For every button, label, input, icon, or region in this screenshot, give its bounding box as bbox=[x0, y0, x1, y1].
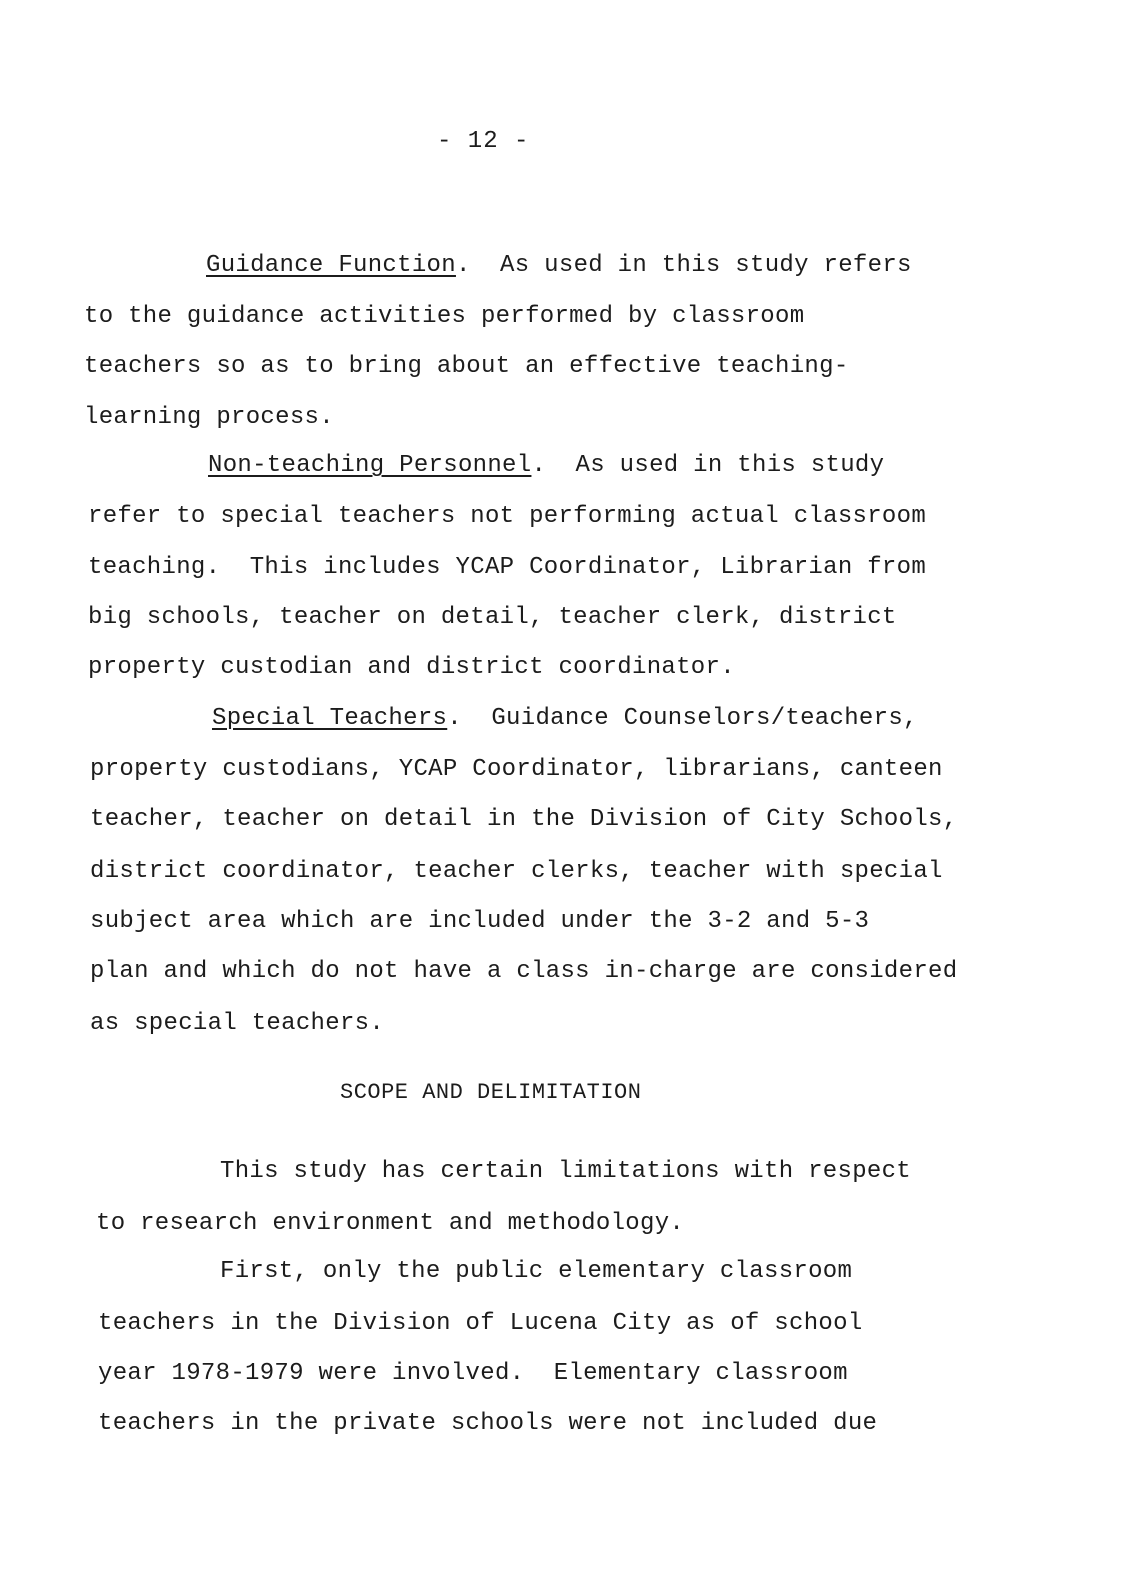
definition-line: to the guidance activities performed by classroom bbox=[84, 303, 805, 330]
definition-line: district coordinator, teacher clerks, teacher with special bbox=[90, 858, 943, 885]
paragraph-line: year 1978-1979 were involved. Elementary classroom bbox=[98, 1360, 848, 1387]
definition-line: teacher, teacher on detail in the Division of City Schools, bbox=[90, 806, 958, 833]
paragraph-line: to research environment and methodology. bbox=[96, 1210, 685, 1237]
definition-text: . Guidance Counselors/teachers, bbox=[447, 705, 918, 732]
page-number: - 12 - bbox=[437, 128, 530, 155]
definition-line: plan and which do not have a class in-charge are considered bbox=[90, 958, 958, 985]
definition-line: property custodian and district coordinator. bbox=[88, 654, 735, 681]
definition-line: teaching. This includes YCAP Coordinator, Librarian from bbox=[88, 554, 927, 581]
definition-line: refer to special teachers not performing actual classroom bbox=[88, 503, 927, 530]
definition-first-line bbox=[212, 705, 918, 733]
definition-first-line bbox=[208, 452, 884, 480]
definition-line: property custodians, YCAP Coordinator, librarians, canteen bbox=[90, 756, 943, 783]
definition-line: big schools, teacher on detail, teacher clerk, district bbox=[88, 604, 897, 631]
definition-term: Guidance Function bbox=[206, 252, 456, 279]
definition-first-line bbox=[206, 252, 912, 280]
definition-term: Special Teachers bbox=[212, 705, 448, 732]
paragraph-line: This study has certain limitations with respect bbox=[220, 1158, 912, 1185]
paragraph-line: teachers in the private schools were not included due bbox=[98, 1410, 878, 1437]
definition-line: subject area which are included under the 3-2 and 5-3 bbox=[90, 908, 870, 935]
definition-line: teachers so as to bring about an effective teaching- bbox=[84, 353, 849, 380]
definition-line: as special teachers. bbox=[90, 1010, 385, 1037]
definition-term: Non-teaching Personnel bbox=[208, 452, 532, 479]
definition-text: . As used in this study bbox=[531, 452, 885, 479]
paragraph-line: First, only the public elementary classroom bbox=[220, 1258, 853, 1285]
definition-text: . As used in this study refers bbox=[455, 252, 912, 279]
definition-line: learning process. bbox=[84, 404, 334, 431]
section-heading: SCOPE AND DELIMITATION bbox=[340, 1080, 642, 1105]
paragraph-line: teachers in the Division of Lucena City as of school bbox=[98, 1310, 863, 1337]
